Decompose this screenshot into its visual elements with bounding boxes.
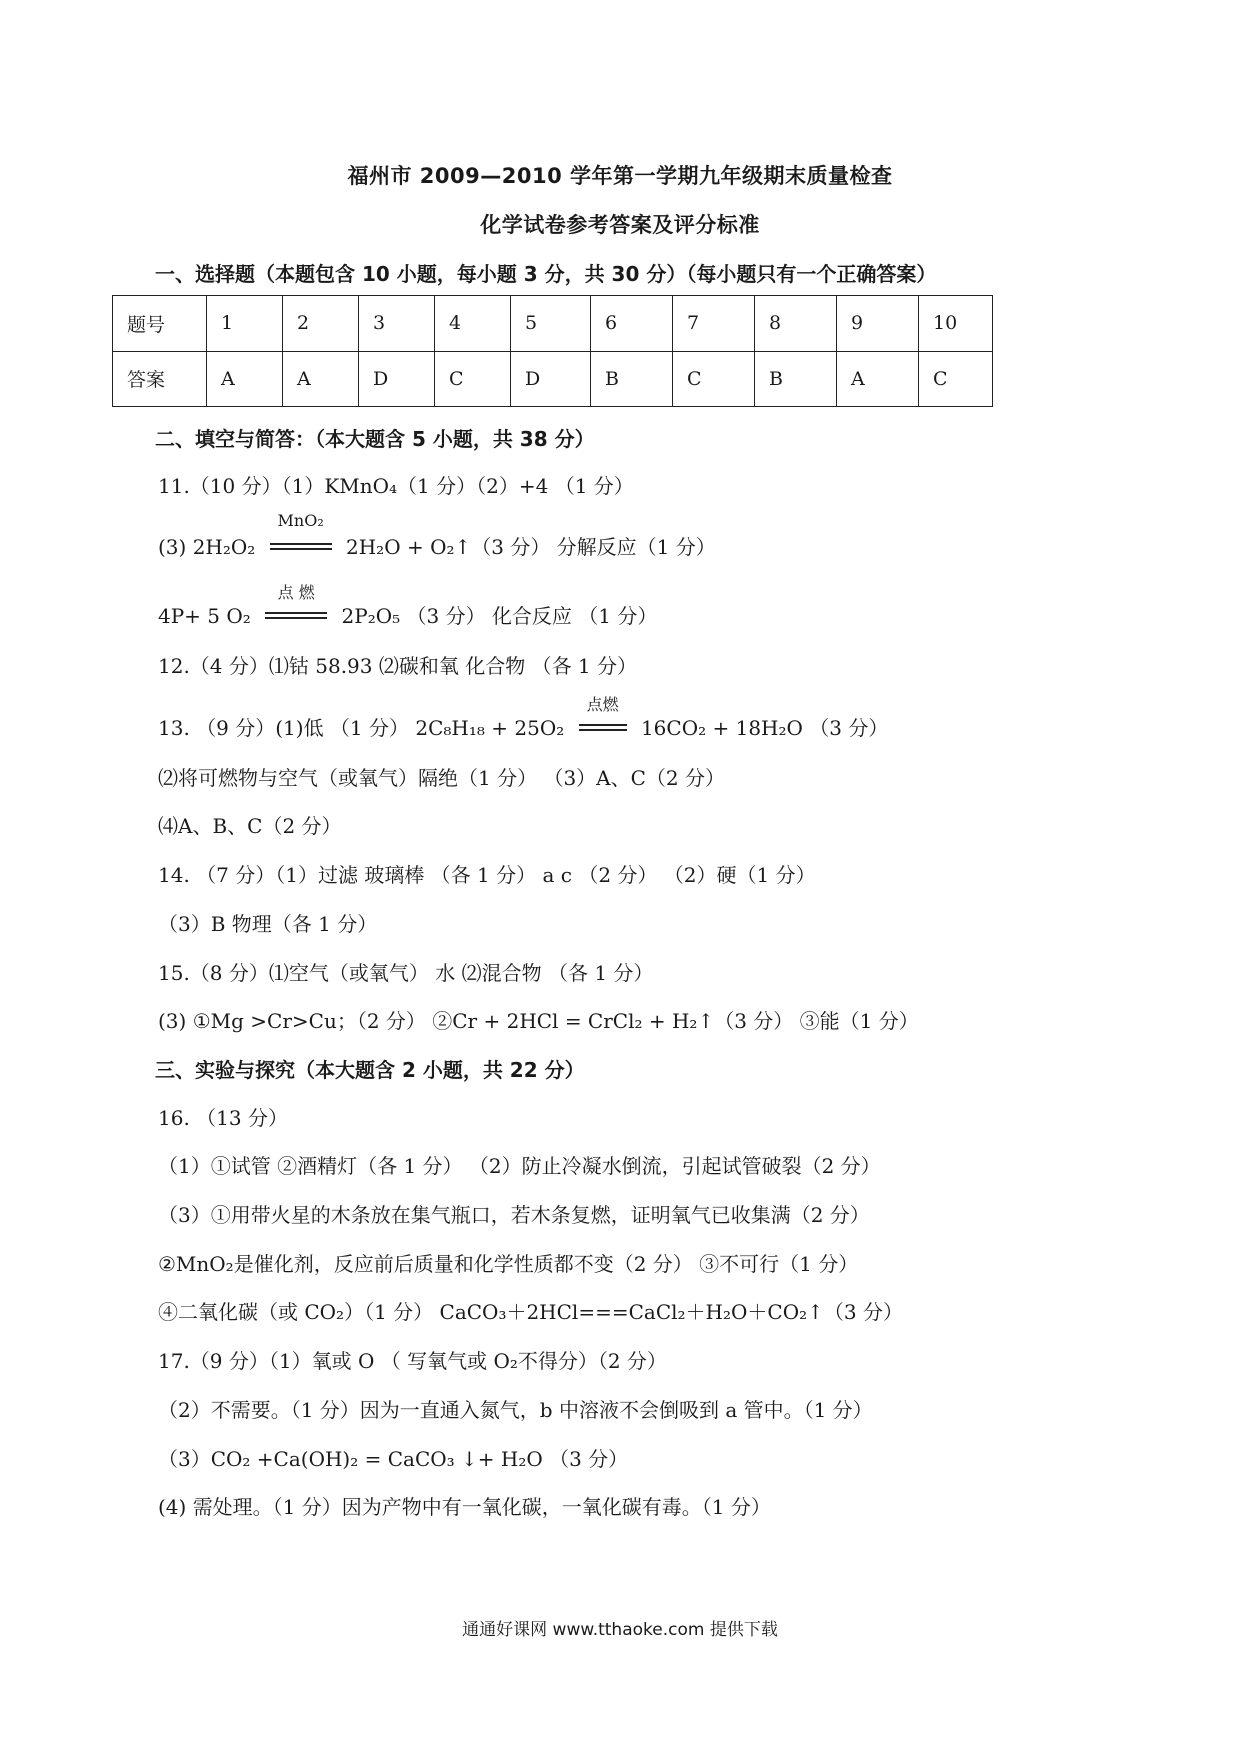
catalyst-label: MnO₂ — [277, 511, 324, 530]
table-cell: 1 — [207, 296, 283, 352]
table-cell: 8 — [755, 296, 837, 352]
answer-line-13a — [158, 695, 889, 741]
equation-left: 4P+ 5 O₂ — [158, 604, 251, 628]
answer-line-16c: ②MnO₂是催化剂，反应前后质量和化学性质都不变（2 分） ③不可行（1 分） — [158, 1252, 859, 1276]
table-cell: D — [359, 351, 435, 407]
equation-right: 2P₂O₅ （3 分） 化合反应 （1 分） — [341, 604, 658, 628]
document-title: 福州市 2009—2010 学年第一学期九年级期末质量检查 — [347, 164, 893, 188]
table-cell: 4 — [435, 296, 511, 352]
table-cell: A — [283, 351, 359, 407]
condition-label: 点燃 — [586, 695, 619, 714]
answer-line-14a: 14. （7 分）（1）过滤 玻璃棒 （各 1 分） a c （2 分） （2）硬（1 分） — [158, 863, 816, 887]
table-row-answers — [113, 351, 993, 407]
answer-line-16: 16. （13 分） — [158, 1106, 288, 1130]
table-header-cell: 题号 — [113, 296, 207, 352]
answer-line-16a: （1）①试管 ②酒精灯（各 1 分） （2）防止冷凝水倒流，引起试管破裂（2 分） — [158, 1154, 881, 1178]
document-subtitle: 化学试卷参考答案及评分标准 — [480, 213, 760, 237]
table-cell: D — [511, 351, 591, 407]
table-cell: C — [435, 351, 511, 407]
answer-line-17a: （2）不需要。（1 分）因为一直通入氮气，b 中溶液不会倒吸到 a 管中。（1 分） — [158, 1398, 873, 1422]
table-header-cell: 答案 — [113, 351, 207, 407]
answer-line-16b: （3）①用带火星的木条放在集气瓶口，若木条复燃，证明氧气已收集满（2 分） — [158, 1203, 870, 1227]
answer-line-17c: (4) 需处理。（1 分）因为产物中有一氧化碳，一氧化碳有毒。（1 分） — [158, 1495, 771, 1519]
equals-sign — [270, 543, 332, 550]
equation-right: 16CO₂ + 18H₂O （3 分） — [640, 716, 889, 740]
equation-right: 2H₂O + O₂↑（3 分） 分解反应（1 分） — [346, 535, 716, 559]
answer-line-17b: （3）CO₂ +Ca(OH)₂ = CaCO₃ ↓+ H₂O （3 分） — [158, 1447, 629, 1471]
table-cell: C — [673, 351, 755, 407]
reaction-condition — [575, 695, 631, 740]
table-cell: C — [919, 351, 993, 407]
section2-heading: 二、填空与简答：（本大题含 5 小题，共 38 分） — [155, 427, 595, 451]
table-cell: 5 — [511, 296, 591, 352]
answer-line-12: 12.（4 分）⑴钴 58.93 ⑵碳和氧 化合物 （各 1 分） — [158, 654, 638, 678]
answer-table — [112, 295, 993, 407]
table-cell: 10 — [919, 296, 993, 352]
table-cell: B — [755, 351, 837, 407]
condition-label: 点 燃 — [277, 583, 315, 602]
answer-line-11c — [158, 583, 658, 629]
table-cell: A — [837, 351, 919, 407]
section3-heading: 三、实验与探究（本大题含 2 小题，共 22 分） — [155, 1058, 585, 1082]
equals-sign — [265, 612, 327, 619]
table-cell: 9 — [837, 296, 919, 352]
answer-line-14b: （3）B 物理（各 1 分） — [158, 912, 378, 936]
equation-left: (3) 2H₂O₂ — [158, 535, 256, 559]
equals-sign — [579, 724, 627, 731]
footer-credit: 通通好课网 www.tthaoke.com 提供下载 — [462, 1620, 778, 1640]
answer-line-17: 17.（9 分）（1）氧或 O （ 写氧气或 O₂不得分）（2 分） — [158, 1349, 667, 1373]
equation-left: 13. （9 分）(1)低 （1 分） 2C₈H₁₈ + 25O₂ — [158, 716, 565, 740]
table-cell: 6 — [591, 296, 673, 352]
table-cell: 7 — [673, 296, 755, 352]
answer-line-16d: ④二氧化碳（或 CO₂）（1 分） CaCO₃＋2HCl===CaCl₂＋H₂O＋CO₂↑（3 分） — [158, 1300, 903, 1324]
answer-line-13b: ⑵将可燃物与空气（或氧气）隔绝（1 分） （3）A、C（2 分） — [158, 766, 725, 790]
reaction-condition — [266, 511, 336, 559]
table-cell: B — [591, 351, 673, 407]
table-cell: A — [207, 351, 283, 407]
section1-heading: 一、选择题（本题包含 10 小题，每小题 3 分，共 30 分）（每小题只有一个正确答案） — [155, 262, 937, 286]
reaction-condition — [261, 583, 331, 628]
answer-line-11a: 11.（10 分）（1）KMnO₄（1 分）（2）+4 （1 分） — [158, 474, 634, 498]
answer-line-13c: ⑷A、B、C（2 分） — [158, 814, 342, 838]
table-cell: 2 — [283, 296, 359, 352]
answer-line-15a: 15.（8 分）⑴空气（或氧气） 水 ⑵混合物 （各 1 分） — [158, 961, 654, 985]
table-cell: 3 — [359, 296, 435, 352]
answer-line-11b — [158, 511, 716, 560]
answer-line-15b: (3) ①Mg >Cr>Cu；（2 分） ②Cr + 2HCl = CrCl₂ + H₂↑（3 分） ③能（1 分） — [158, 1009, 919, 1033]
table-row-numbers — [113, 296, 993, 352]
